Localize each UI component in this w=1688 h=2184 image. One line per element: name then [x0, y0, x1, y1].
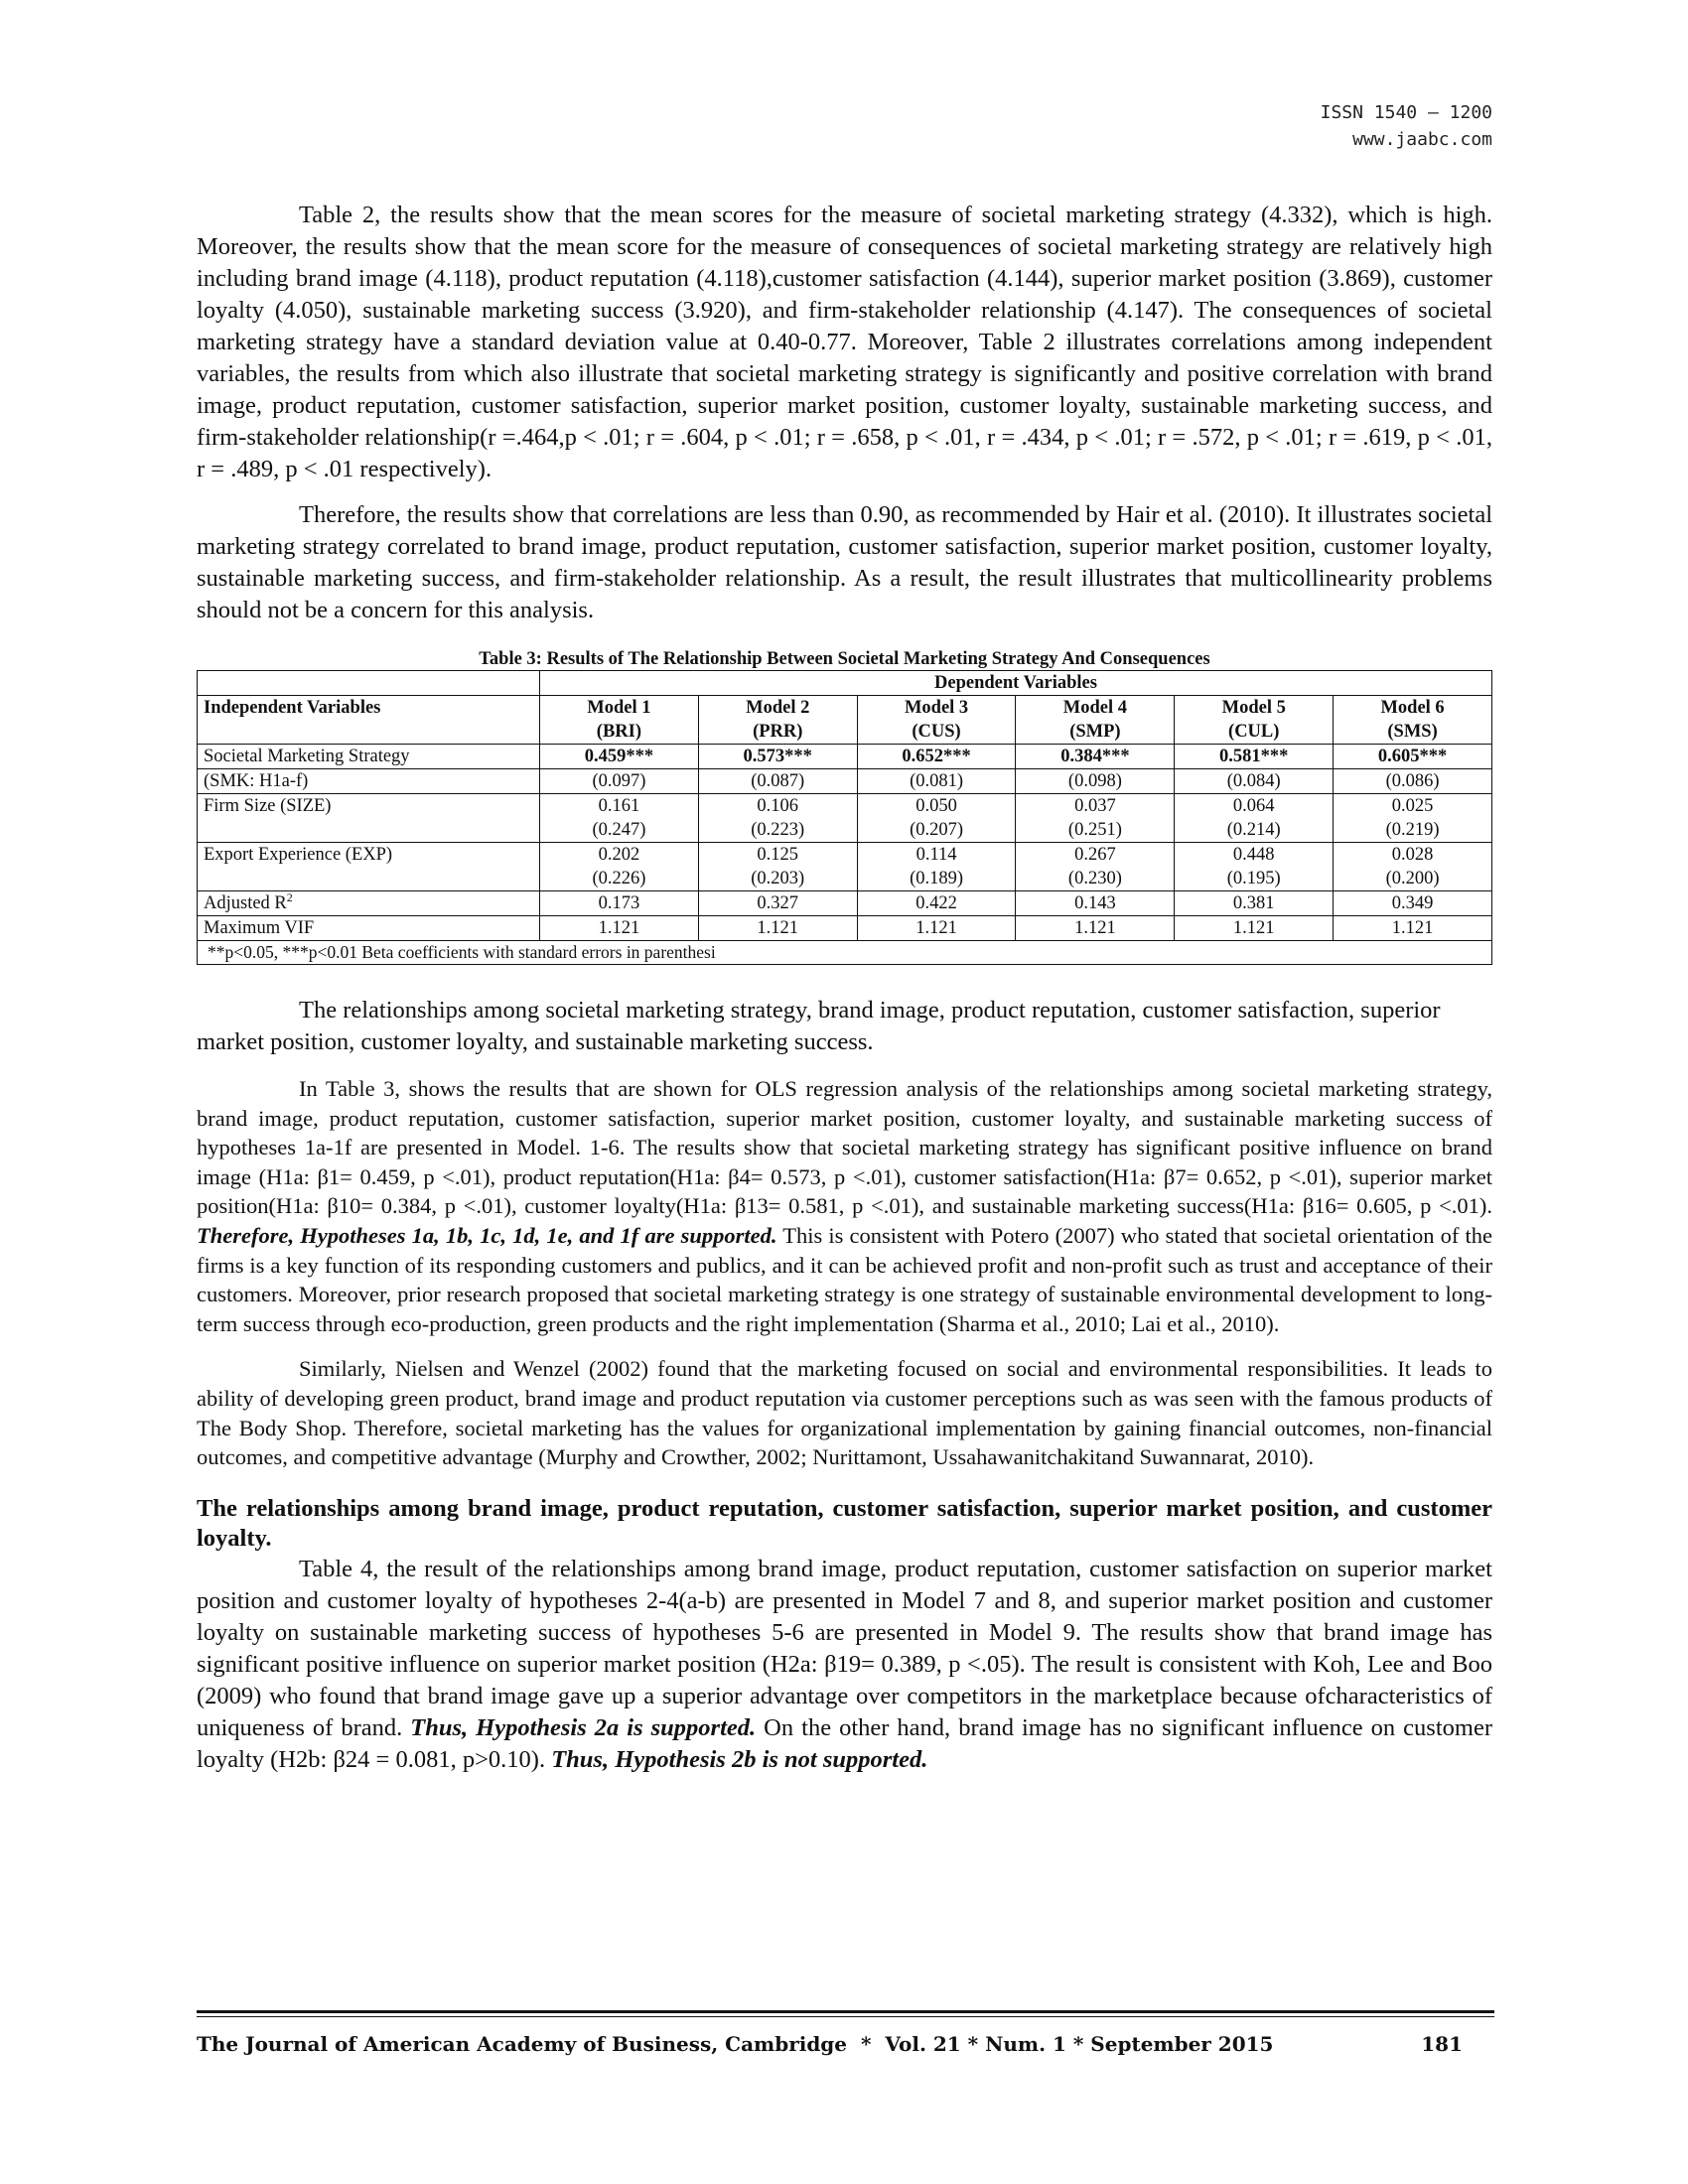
table-cell: 0.106 (0.223)	[698, 794, 857, 843]
model-6-header: Model 6 (SMS)	[1334, 696, 1492, 745]
table-cell: 0.050 (0.207)	[857, 794, 1016, 843]
paragraph-4: In Table 3, shows the results that are shown for OLS regression analysis of the relationships among societal marketing strategy, brand image, product reputation, customer satisfaction, superior market position, customer loyalty, and sustainable marketing success of hypotheses 1a-1f are presented in Model. 1-6. The results show that societal marketing strategy has significant positive influence on brand image (H1a: β1= 0.459, p <.01), product reputation(H1a: β4= 0.573, p <.01), customer satisfaction(H1a: β7= 0.652, p <.01), superior market position(H1a: β10= 0.384, p <.01), customer loyalty(H1a: β13= 0.581, p <.01), and sustainable marketing success(H1a: β16= 0.605, p <.01). Therefore, Hypotheses 1a, 1b, 1c, 1d, 1e, and 1f are supported. This is consistent with Potero (2007) who stated that societal orientation of the firms is a key function of its responding customers and publics, and it can be achieved profit and non-profit such as trust and acceptance of their customers. Moreover, prior research proposed that societal marketing strategy is one strategy of sustainable environmental development to long-term success through eco-production, green products and the right implementation (Sharma et al., 2010; Lai et al., 2010).	[197, 1076, 1492, 1336]
table-cell: 0.459***	[540, 745, 699, 769]
table-cell: 1.121	[1175, 916, 1334, 941]
model-4-header: Model 4 (SMP)	[1016, 696, 1175, 745]
table-cell: 0.028 (0.200)	[1334, 843, 1492, 891]
hypothesis-emphasis: Therefore, Hypotheses 1a, 1b, 1c, 1d, 1e, and 1f are supported.	[197, 1222, 777, 1248]
row-label: Maximum VIF	[198, 916, 540, 941]
page-content	[197, 200, 1492, 1776]
table-cell: 0.064 (0.214)	[1175, 794, 1334, 843]
table-row	[198, 769, 1492, 794]
footer-rule	[197, 2016, 1494, 2017]
issn: ISSN 1540 – 1200	[1320, 102, 1492, 123]
table-row	[198, 696, 1492, 745]
row-label: Export Experience (EXP)	[198, 843, 540, 891]
page-header	[1321, 99, 1492, 153]
table-cell: 1.121	[540, 916, 699, 941]
table-cell: 0.605***	[1334, 745, 1492, 769]
table-cell: 1.121	[1334, 916, 1492, 941]
table-cell: 0.573***	[698, 745, 857, 769]
table-cell: 0.581***	[1175, 745, 1334, 769]
table-cell: 0.202 (0.226)	[540, 843, 699, 891]
table-cell: 0.381	[1175, 891, 1334, 916]
results-table	[197, 670, 1492, 965]
table-note: **p<0.05, ***p<0.01 Beta coefficients with standard errors in parenthesi	[198, 941, 1492, 965]
model-5-header: Model 5 (CUL)	[1175, 696, 1334, 745]
journal-citation: The Journal of American Academy of Business, Cambridge * Vol. 21 * Num. 1 * September 2015	[197, 2032, 1274, 2056]
table-cell: 0.125 (0.203)	[698, 843, 857, 891]
paragraph-3: The relationships among societal marketing strategy, brand image, product reputation, customer satisfaction, superior market position, customer loyalty, and sustainable marketing success.	[197, 997, 1441, 1055]
table-cell: 1.121	[698, 916, 857, 941]
page-number: 181	[1421, 2032, 1463, 2056]
page-footer	[197, 2029, 1494, 2059]
model-3-header: Model 3 (CUS)	[857, 696, 1016, 745]
table-cell: 1.121	[1016, 916, 1175, 941]
table-cell: 0.114 (0.189)	[857, 843, 1016, 891]
table-cell: 0.349	[1334, 891, 1492, 916]
model-2-header: Model 2 (PRR)	[698, 696, 857, 745]
table-row	[198, 941, 1492, 965]
table-cell: (0.087)	[698, 769, 857, 794]
table-cell: (0.084)	[1175, 769, 1334, 794]
row-label: Firm Size (SIZE)	[198, 794, 540, 843]
table-row	[198, 745, 1492, 769]
hypothesis-emphasis: Thus, Hypothesis 2b is not supported.	[551, 1745, 928, 1773]
model-1-header: Model 1 (BRI)	[540, 696, 699, 745]
table-cell: 0.327	[698, 891, 857, 916]
hypothesis-emphasis: Thus, Hypothesis 2a is supported.	[410, 1713, 757, 1741]
paragraph-5: Similarly, Nielsen and Wenzel (2002) found that the marketing focused on social and environmental responsibilities. It leads to ability of developing green product, brand image and product reputation via customer perceptions such as was seen with the famous products of The Body Shop. Therefore, societal marketing has the values for organizational implementation by gaining financial outcomes, non-financial outcomes, and competitive advantage (Murphy and Crowther, 2002; Nurittamont, Ussahawanitchakitand Suwannarat, 2010).	[197, 1356, 1492, 1470]
table-row	[198, 843, 1492, 891]
table-cell: (0.097)	[540, 769, 699, 794]
table-cell: (0.081)	[857, 769, 1016, 794]
row-label: Societal Marketing Strategy	[198, 745, 540, 769]
table-cell: (0.098)	[1016, 769, 1175, 794]
table-cell: (0.086)	[1334, 769, 1492, 794]
table-cell: 0.267 (0.230)	[1016, 843, 1175, 891]
table-caption: Table 3: Results of The Relationship Between Societal Marketing Strategy And Consequences	[479, 649, 1210, 669]
website: www.jaabc.com	[1352, 129, 1492, 150]
paragraph-1: Table 2, the results show that the mean scores for the measure of societal marketing strategy (4.332), which is high. Moreover, the results show that the mean score for the measure of consequences of societal marketing strategy are relatively high including brand image (4.118), product reputation (4.118),customer satisfaction (4.144), superior market position (3.869), customer loyalty (4.050), sustainable marketing success (3.920), and firm-stakeholder relationship (4.147). The consequences of societal marketing strategy have a standard deviation value at 0.40-0.77. Moreover, Table 2 illustrates correlations among independent variables, the results from which also illustrate that societal marketing strategy is significantly and positive correlation with brand image, product reputation, customer satisfaction, superior market position, customer loyalty, sustainable marketing success, and firm-stakeholder relationship(r =.464,p < .01; r = .604, p < .01; r = .658, p < .01, r = .434, p < .01; r = .572, p < .01; r = .619, p < .01, r = .489, p < .01 respectively).	[197, 202, 1492, 482]
table-cell: 0.448 (0.195)	[1175, 843, 1334, 891]
table-cell: 0.384***	[1016, 745, 1175, 769]
table-cell: 0.161 (0.247)	[540, 794, 699, 843]
table-cell: 0.422	[857, 891, 1016, 916]
table-cell: 0.143	[1016, 891, 1175, 916]
row-label: Adjusted $R^2$	[198, 891, 540, 916]
table-cell: 1.121	[857, 916, 1016, 941]
table-row	[198, 891, 1492, 916]
table-row	[198, 794, 1492, 843]
table-cell: 0.173	[540, 891, 699, 916]
paragraph-2: Therefore, the results show that correlations are less than 0.90, as recommended by Hair et al. (2010). It illustrates societal marketing strategy correlated to brand image, product reputation, customer satisfaction, superior market position, customer loyalty, sustainable marketing success, and firm-stakeholder relationship. As a result, the result illustrates that multicollinearity problems should not be a concern for this analysis.	[197, 501, 1492, 623]
paragraph-6: Table 4, the result of the relationships among brand image, product reputation, customer satisfaction on superior market position and customer loyalty of hypotheses 2-4(a-b) are presented in Model 7 and 8, and superior market position and customer loyalty on sustainable marketing success of hypotheses 5-6 are presented in Model 9. The results show that brand image has significant positive influence on superior market position (H2a: β19= 0.389, p <.05). The result is consistent with Koh, Lee and Boo (2009) who found that brand image gave up a superior advantage over competitors in the marketplace because ofcharacteristics of uniqueness of brand. Thus, Hypothesis 2a is supported. On the other hand, brand image has no significant influence on customer loyalty (H2b: β24 = 0.081, p>0.10). Thus, Hypothesis 2b is not supported.	[197, 1555, 1492, 1773]
table-row	[198, 671, 1492, 696]
independent-header: Independent Variables	[198, 696, 540, 745]
table-cell: 0.652***	[857, 745, 1016, 769]
table-cell: 0.037 (0.251)	[1016, 794, 1175, 843]
table-cell: 0.025 (0.219)	[1334, 794, 1492, 843]
dependent-header: Dependent Variables	[540, 671, 1492, 696]
footer-rule	[197, 2010, 1494, 2013]
table-row	[198, 916, 1492, 941]
row-label: (SMK: H1a-f)	[198, 769, 540, 794]
section-heading: The relationships among brand image, product reputation, customer satisfaction, superior market position, and customer loyalty.	[197, 1494, 1492, 1552]
